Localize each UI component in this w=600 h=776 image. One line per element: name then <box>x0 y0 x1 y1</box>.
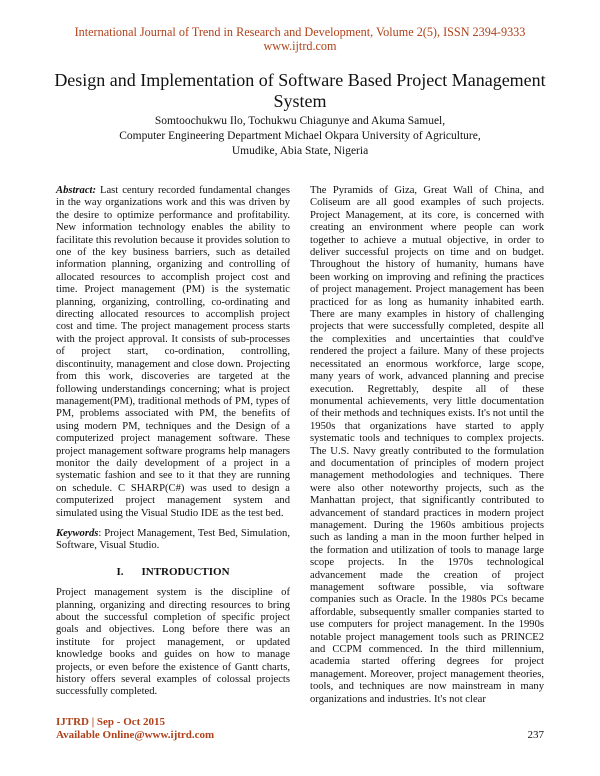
right-column-paragraph: The Pyramids of Giza, Great Wall of China, and Coliseum are all good examples of such projects. Project Management, at its core, is concerned with creating an environment where people can work together to achieve a mutual objective, in order to deliver successful projects on time and on budget. Throughout the history of humanity, humans have been working on improving and refining the practices of project management. Project management has been practiced for as long as humanity inhabited earth. There are many examples in history of challenging projects that were successfully completed, despite all the complexities and uncertainties that could've rendered the project a failure. Many of these projects necessitated an enormous workforce, large scope, many years of work, advanced planning and precise execution. Regrettably, despite all of these monumental achievements, very little documentation of their methods and techniques exists. It's not until the 1950s that organizations have started to apply systematic tools and techniques to complex projects. The U.S. Navy greatly contributed to the formulation and documentation of principles of modern project management methodologies and techniques. There were also other noteworthy projects, such as the Manhattan project, that significantly contributed to advancement of standard practices in modern project management. During the 1960s ambitious projects such as landing a man in the moon further helped in the formation and utilization of tools to manage large scope projects. In the 1970s technological advancement made the creation of project management software possible, via software companies such as Oracle. In the 1980s PCs became affordable, subsequently smaller companies started to use computers for project management. In the 1990s notable project management tools such as PRINCE2 and CCPM commenced. In the third millennium, academia started offering degrees for project management. Moreover, project management theories, tools, and techniques are now mainstream in many organizations and industries. It's not clear <box>310 185 544 705</box>
authors: Somtoochukwu Ilo, Tochukwu Chiagunye and Akuma Samuel, <box>154 115 446 127</box>
section-heading <box>56 566 290 578</box>
abstract-text: Last century recorded fundamental changes in the way organizations work and this was driven by the desire to optimize performance and profitability. New information technology enables the ability to facilitate this revolution because it provides solution to one of the key business barriers, such as detailed information planning, organizing and controlling of allocated resources to accomplish project cost and time. Project management (PM) is the systematic planning, organizing, controlling, co-ordinating and directing allocated resources to accomplish project cost and time. The project management process starts with the project approval. It consists of sub-processes of project start, co-ordination, controlling, discontinuity, management and close down. Projecting from this work, discoveries are targeted at the following understandings concerning; what is project management(PM), traditional methods of PM, types of PM, problems associated with PM, the benefits of using modern PM, techniques and the Design of a computerized project management software. These project management software programs help managers monitor the daily development of a project in a systematic fashion and see to it that they are running on schedule. C SHARP(C#) was used to design a computerized project management system and simulated using the Visual Studio IDE as the test bed. <box>56 185 290 519</box>
affiliation-line-2: Umudike, Abia State, Nigeria <box>231 145 369 157</box>
journal-website[interactable]: www.ijtrd.com <box>263 39 337 53</box>
footer-online[interactable]: Available Online@www.ijtrd.com <box>56 729 215 741</box>
affiliation-line-1: Computer Engineering Department Michael Okpara University of Agriculture, <box>119 130 481 142</box>
journal-line: International Journal of Trend in Research and Development, Volume 2(5), ISSN 2394-9333 <box>74 25 526 39</box>
page-number: 237 <box>527 729 544 741</box>
paper-title: Design and Implementation of Software Based Project Management System <box>54 70 546 111</box>
section-title: INTRODUCTION <box>141 565 230 578</box>
section-number: I. <box>116 565 124 578</box>
abstract-label: Abstract: <box>56 185 97 196</box>
author-block <box>40 114 560 159</box>
footer <box>56 716 214 742</box>
keywords <box>56 528 290 553</box>
journal-header <box>0 25 600 53</box>
intro-paragraph: Project management system is the discipline of planning, organizing and directing resources to bring about the successful completion of specific project goals and objectives. Long before there was an institute for project management, or updated knowledge books and guides on how to manage projects, or even before the existence of Gantt charts, history offers several examples of colossal projects successfully completed. <box>56 587 290 698</box>
left-column <box>56 185 290 699</box>
footer-issue: IJTRD | Sep - Oct 2015 <box>56 716 166 728</box>
right-column <box>310 185 544 706</box>
abstract <box>56 185 290 520</box>
keywords-label: Keywords <box>56 527 99 539</box>
keywords-text: : Project Management, Test Bed, Simulation, Software, Visual Studio. <box>56 527 290 552</box>
